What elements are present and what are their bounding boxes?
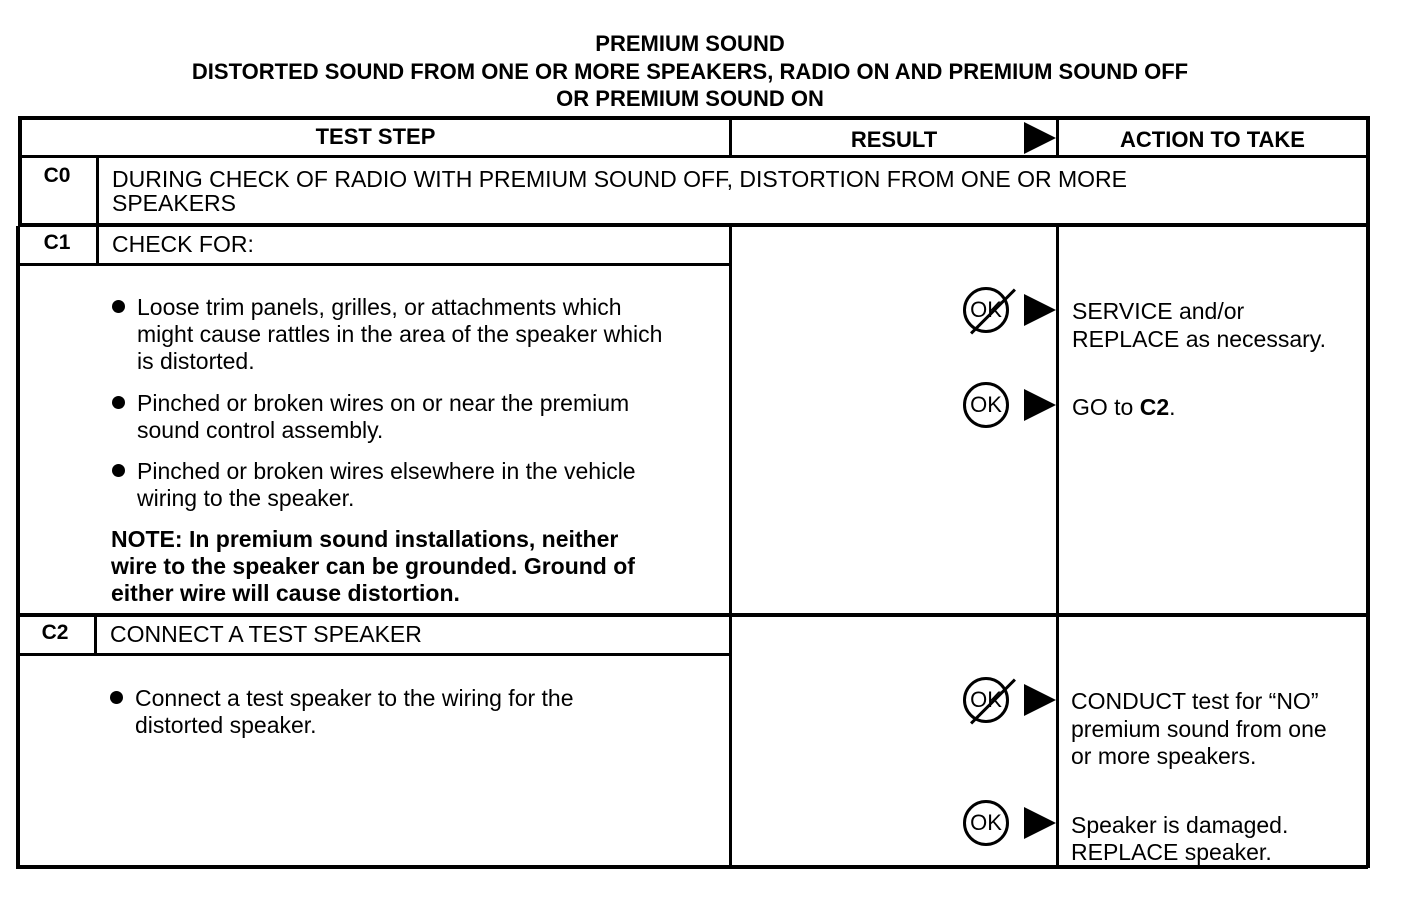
c2-bullet1-line-2: distorted speaker. xyxy=(135,712,317,738)
bullet-icon xyxy=(112,396,125,409)
arrow-icon xyxy=(1024,684,1056,716)
c1-note-line-1: NOTE: In premium sound installations, neither xyxy=(111,526,619,552)
c0-text-line-1: DURING CHECK OF RADIO WITH PREMIUM SOUND OFF, DISTORTION FROM ONE OR MORE xyxy=(112,166,1127,192)
not-ok-icon xyxy=(963,287,1009,333)
ok-label: OK xyxy=(970,687,1002,712)
c0-text-line-2: SPEAKERS xyxy=(112,190,236,216)
c2-title-border xyxy=(16,653,732,656)
c1-bullet1-line-3: is distorted. xyxy=(137,348,255,374)
c1-bullet3-line-1: Pinched or broken wires elsewhere in the vehicle xyxy=(137,458,636,484)
header-test-step: TEST STEP xyxy=(315,124,436,149)
c2-action-ok-line-2: REPLACE speaker. xyxy=(1071,839,1272,865)
title-line-3: OR PREMIUM SOUND ON xyxy=(556,86,824,111)
period-text: . xyxy=(1169,394,1176,420)
step-code-c2: C2 xyxy=(41,621,69,644)
bullet-icon xyxy=(112,464,125,477)
step-result-divider xyxy=(729,226,732,868)
header-bottom-border xyxy=(18,155,1370,158)
c2-bullet1-line-1: Connect a test speaker to the wiring for the xyxy=(135,685,574,711)
table-right-border xyxy=(1366,116,1370,868)
c1-code-divider xyxy=(96,226,99,266)
result-action-divider xyxy=(1056,226,1059,868)
go-to-text: GO to xyxy=(1072,394,1140,420)
c1-bullet2-line-1: Pinched or broken wires on or near the premium xyxy=(137,390,630,416)
c2-action-ok-line-1: Speaker is damaged. xyxy=(1071,812,1289,838)
ok-icon xyxy=(963,382,1009,428)
c1-action-notok-line-1: SERVICE and/or xyxy=(1072,298,1245,324)
title-line-1: PREMIUM SOUND xyxy=(595,31,785,56)
c1-bullet1-line-2: might cause rattles in the area of the speaker which xyxy=(137,321,663,347)
c2-action-notok-line-1: CONDUCT test for “NO” xyxy=(1071,688,1319,714)
arrow-icon xyxy=(1024,294,1056,326)
header-action: ACTION TO TAKE xyxy=(1120,127,1305,152)
arrow-icon xyxy=(1024,389,1056,421)
table-left-border xyxy=(16,226,20,868)
ok-label: OK xyxy=(970,297,1002,322)
c0-code-divider xyxy=(96,155,99,226)
step-reference-c2[interactable]: C2 xyxy=(1139,394,1170,420)
bullet-icon xyxy=(112,300,125,313)
c2-action-notok-line-3: or more speakers. xyxy=(1071,743,1257,769)
c1-note-line-2: wire to the speaker can be grounded. Ground of xyxy=(111,553,635,579)
c1-action-ok xyxy=(1072,394,1176,421)
step-code-c0: C0 xyxy=(43,164,71,187)
c2-title: CONNECT A TEST SPEAKER xyxy=(110,621,422,647)
c1-note-line-3: either wire will cause distortion. xyxy=(111,580,460,606)
not-ok-icon xyxy=(963,677,1009,723)
ok-icon xyxy=(963,800,1009,846)
title-line-2: DISTORTED SOUND FROM ONE OR MORE SPEAKERS, RADIO ON AND PREMIUM SOUND OFF xyxy=(191,59,1189,84)
step-code-c1: C1 xyxy=(43,231,71,254)
c1-bottom-border xyxy=(16,613,1368,617)
c2-action-notok-line-2: premium sound from one xyxy=(1071,716,1327,742)
c1-title-border xyxy=(18,263,732,266)
arrow-icon xyxy=(1024,807,1056,839)
c1-title: CHECK FOR: xyxy=(112,231,254,257)
c1-bullet1-line-1: Loose trim panels, grilles, or attachments which xyxy=(137,294,622,320)
c2-code-divider xyxy=(94,615,97,655)
c1-action-notok-line-2: REPLACE as necessary. xyxy=(1072,326,1326,352)
header-arrow-icon xyxy=(1024,122,1056,154)
header-result: RESULT xyxy=(850,127,938,152)
table-top-border xyxy=(18,116,1370,120)
c1-bullet2-line-2: sound control assembly. xyxy=(137,417,384,443)
c1-bullet3-line-2: wiring to the speaker. xyxy=(137,485,355,511)
ok-label: OK xyxy=(970,810,1002,835)
c0-bottom-border xyxy=(18,223,1370,227)
bullet-icon xyxy=(110,691,123,704)
ok-label: OK xyxy=(970,392,1002,417)
